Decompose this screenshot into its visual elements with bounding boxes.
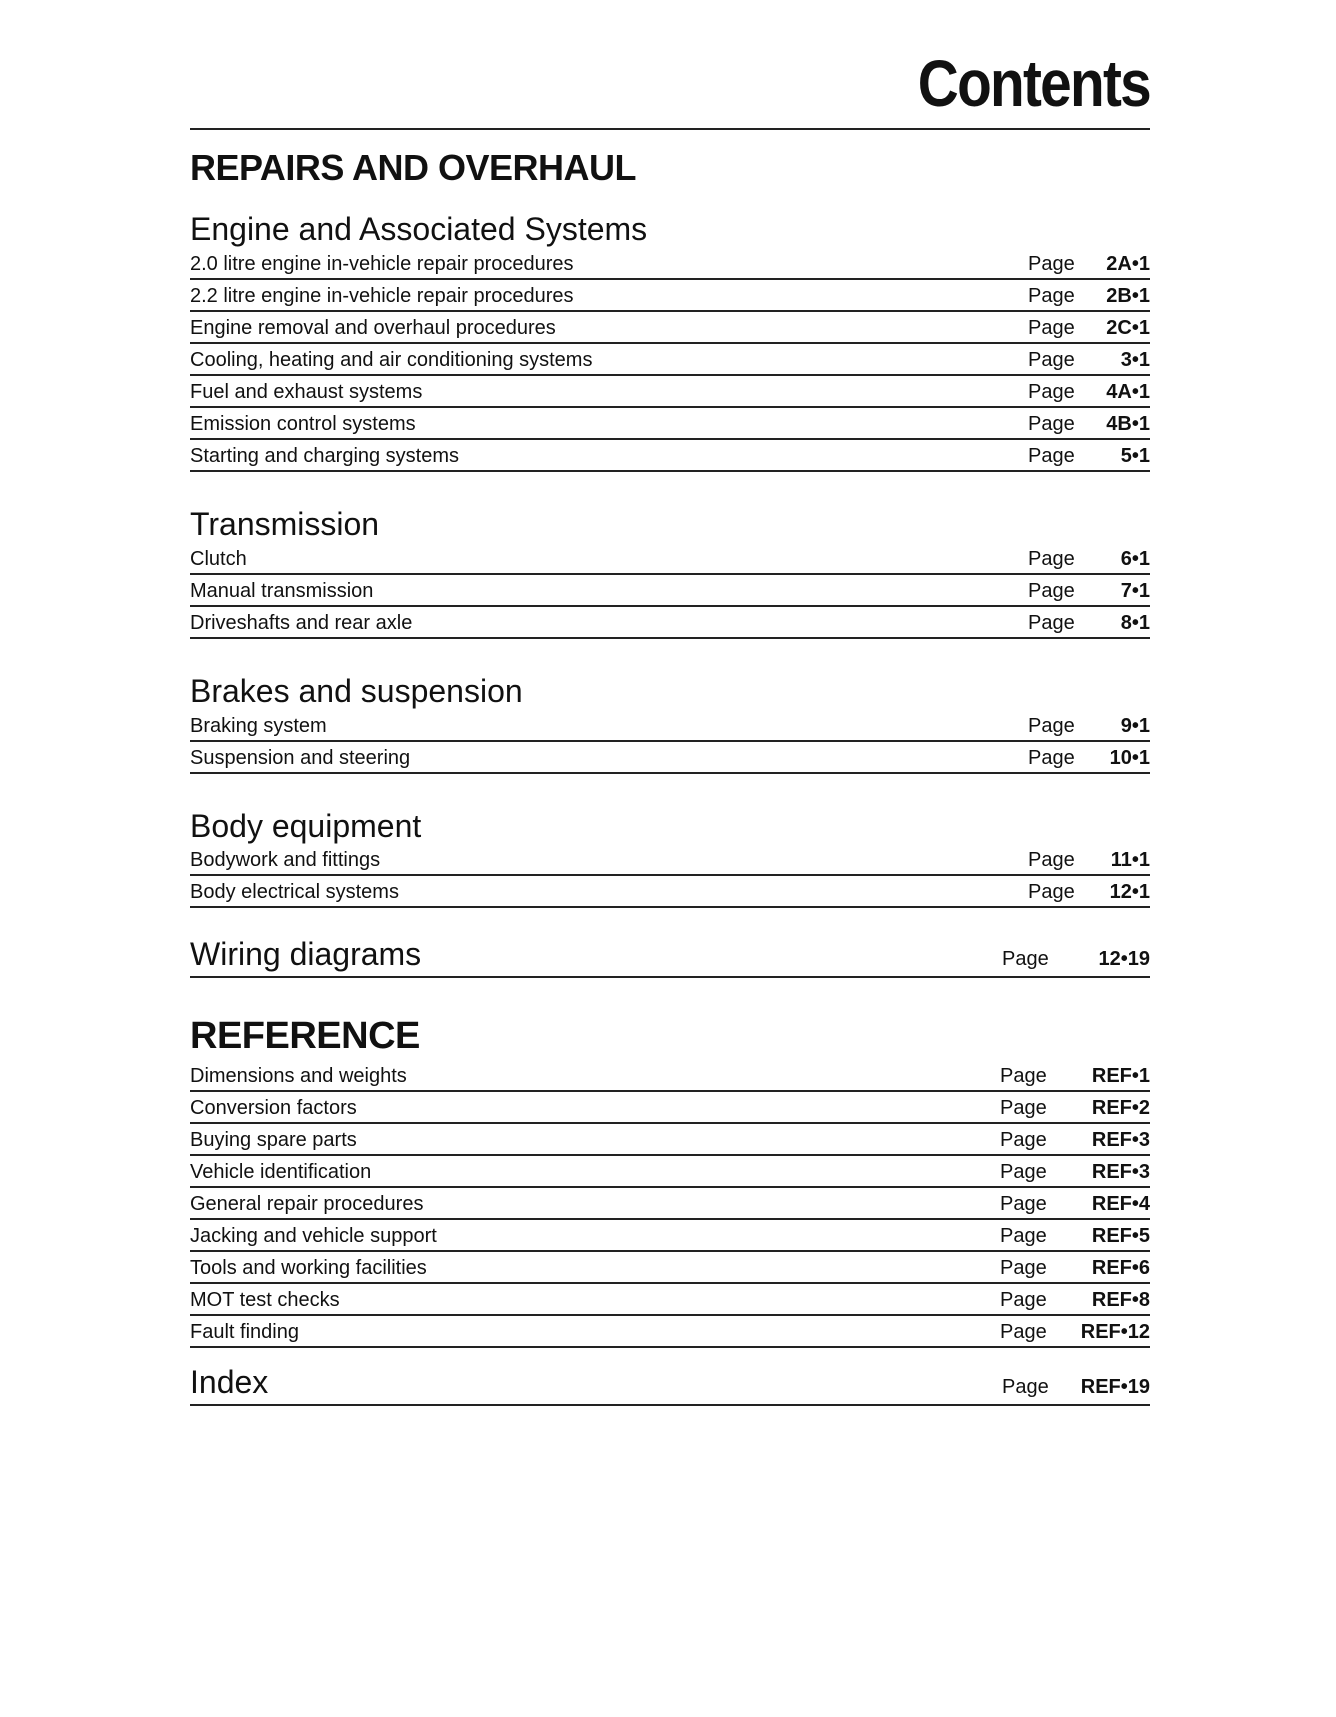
page-word: Page <box>1028 284 1075 307</box>
toc-entry[interactable] <box>190 1124 1150 1156</box>
page-word: Page <box>1028 881 1075 904</box>
page-number: 8•1 <box>1120 611 1150 634</box>
page-word: Page <box>1028 316 1075 339</box>
page-word: Page <box>1000 1256 1047 1279</box>
toc-entry[interactable] <box>190 742 1150 774</box>
page-word: Page <box>1000 1064 1047 1087</box>
toc-list-brakes <box>190 710 1150 774</box>
page-word: Page <box>1028 714 1075 737</box>
part-heading-repairs: REPAIRS AND OVERHAUL <box>190 147 637 188</box>
page-number: 4B•1 <box>1106 412 1150 435</box>
section-heading-brakes: Brakes and suspension <box>190 672 523 709</box>
section-heading-engine: Engine and Associated Systems <box>190 211 648 248</box>
page-word: Page <box>1000 1128 1047 1151</box>
page-number: REF•12 <box>1080 1320 1150 1343</box>
toc-entry[interactable] <box>190 607 1150 639</box>
entry-label: Driveshafts and rear axle <box>190 611 413 634</box>
page-word: Page <box>1000 1192 1047 1215</box>
toc-entry[interactable] <box>190 1156 1150 1188</box>
page-number: REF•19 <box>1080 1375 1150 1398</box>
page-number: REF•3 <box>1091 1128 1150 1151</box>
entry-label: Fuel and exhaust systems <box>190 380 423 403</box>
entry-label: Clutch <box>190 547 247 570</box>
toc-list-transmission <box>190 543 1150 639</box>
entry-label: Dimensions and weights <box>190 1064 407 1087</box>
page-number: 10•1 <box>1109 746 1150 769</box>
toc-entry[interactable] <box>190 1284 1150 1316</box>
page-word: Page <box>1028 579 1075 602</box>
entry-label: 2.0 litre engine in-vehicle repair procedures <box>190 252 574 275</box>
toc-entry[interactable] <box>190 543 1150 575</box>
page-word: Page <box>1028 444 1075 467</box>
toc-entry-index[interactable] <box>190 1362 1150 1406</box>
entry-label: Tools and working facilities <box>190 1256 427 1279</box>
page-number: REF•6 <box>1091 1256 1150 1279</box>
page-word: Page <box>1028 380 1075 403</box>
page-word: Page <box>1000 1160 1047 1183</box>
page-word: Page <box>1028 547 1075 570</box>
toc-entry[interactable] <box>190 1060 1150 1092</box>
toc-entry[interactable] <box>190 248 1150 280</box>
page-number: 9•1 <box>1120 714 1150 737</box>
toc-entry-wiring[interactable] <box>190 934 1150 978</box>
page-word: Page <box>1028 849 1075 872</box>
toc-entry[interactable] <box>190 376 1150 408</box>
page-word: Page <box>1028 412 1075 435</box>
page-title: Contents <box>917 46 1150 120</box>
page-number: REF•5 <box>1091 1224 1150 1247</box>
page-number: REF•1 <box>1091 1064 1150 1087</box>
toc-list-reference <box>190 1060 1150 1348</box>
entry-label: Buying spare parts <box>190 1128 357 1151</box>
section-heading-index: Index <box>190 1363 269 1400</box>
page-number: 12•1 <box>1109 881 1150 904</box>
part-heading-reference: REFERENCE <box>190 1015 420 1058</box>
entry-label: 2.2 litre engine in-vehicle repair procedures <box>190 284 574 307</box>
page-word: Page <box>1002 948 1049 971</box>
entry-label: Conversion factors <box>190 1096 357 1119</box>
entry-label: Braking system <box>190 714 327 737</box>
toc-entry[interactable] <box>190 1188 1150 1220</box>
page-number: 2C•1 <box>1106 316 1150 339</box>
entry-label: MOT test checks <box>190 1288 340 1311</box>
entry-label: Body electrical systems <box>190 881 399 904</box>
page-word: Page <box>1000 1224 1047 1247</box>
page-number: REF•2 <box>1091 1096 1150 1119</box>
entry-label: Manual transmission <box>190 579 374 602</box>
toc-entry[interactable] <box>190 312 1150 344</box>
contents-page <box>190 0 1150 1406</box>
page-number: REF•4 <box>1091 1192 1150 1215</box>
toc-entry[interactable] <box>190 710 1150 742</box>
entry-label: Emission control systems <box>190 412 416 435</box>
entry-label: Suspension and steering <box>190 746 411 769</box>
page-number: 4A•1 <box>1106 380 1150 403</box>
page-number: 2B•1 <box>1106 284 1150 307</box>
entry-label: Engine removal and overhaul procedures <box>190 316 556 339</box>
page-number: REF•8 <box>1091 1288 1150 1311</box>
page-number: 5•1 <box>1120 444 1150 467</box>
toc-entry[interactable] <box>190 1316 1150 1348</box>
section-heading-wiring: Wiring diagrams <box>190 936 422 973</box>
entry-label: General repair procedures <box>190 1192 424 1215</box>
page-number: 12•19 <box>1098 948 1150 971</box>
entry-label: Starting and charging systems <box>190 444 460 467</box>
page-word: Page <box>1000 1096 1047 1119</box>
page-word: Page <box>1000 1320 1047 1343</box>
toc-entry[interactable] <box>190 575 1150 607</box>
page-word: Page <box>1028 611 1075 634</box>
page-word: Page <box>1028 348 1075 371</box>
toc-entry[interactable] <box>190 440 1150 472</box>
section-heading-body: Body equipment <box>190 807 422 844</box>
entry-label: Vehicle identification <box>190 1160 372 1183</box>
entry-label: Fault finding <box>190 1320 299 1343</box>
toc-entry[interactable] <box>190 1252 1150 1284</box>
toc-entry[interactable] <box>190 1220 1150 1252</box>
page-word: Page <box>1002 1375 1049 1398</box>
title-bar <box>190 0 1150 130</box>
toc-entry[interactable] <box>190 280 1150 312</box>
toc-list-engine <box>190 248 1150 472</box>
toc-list-body <box>190 844 1150 908</box>
toc-entry[interactable] <box>190 408 1150 440</box>
page-word: Page <box>1028 252 1075 275</box>
toc-entry[interactable] <box>190 1092 1150 1124</box>
page-number: 2A•1 <box>1106 252 1150 275</box>
section-heading-transmission: Transmission <box>190 505 380 542</box>
page-number: 6•1 <box>1120 547 1150 570</box>
page-word: Page <box>1028 746 1075 769</box>
page-number: 3•1 <box>1120 348 1150 371</box>
entry-label: Cooling, heating and air conditioning systems <box>190 348 593 371</box>
page-word: Page <box>1000 1288 1047 1311</box>
toc-entry[interactable] <box>190 344 1150 376</box>
page-number: 7•1 <box>1120 579 1150 602</box>
entry-label: Bodywork and fittings <box>190 849 381 872</box>
toc-entry[interactable] <box>190 844 1150 876</box>
page-number: 11•1 <box>1110 849 1150 872</box>
entry-label: Jacking and vehicle support <box>190 1224 437 1247</box>
page-number: REF•3 <box>1091 1160 1150 1183</box>
toc-entry[interactable] <box>190 876 1150 908</box>
